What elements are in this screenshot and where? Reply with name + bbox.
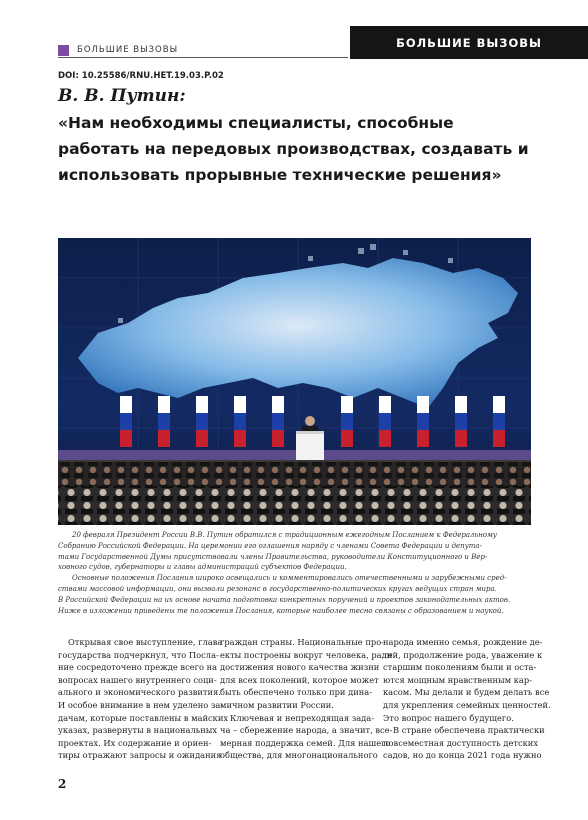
body-line: ального и экономического развития.: [58, 687, 221, 698]
title-line: использовать прорывные технические решения»: [58, 166, 502, 184]
body-column-1: [58, 636, 229, 762]
body-line: дачам, которые поставлены в майских: [58, 712, 229, 723]
body-line: ются мощным нравственным кар-: [383, 674, 532, 685]
photo-assembly-hall: [58, 238, 531, 525]
section-label: БОЛЬШИЕ ВЫЗОВЫ: [77, 45, 179, 55]
section-banner-label: БОЛЬШИЕ ВЫЗОВЫ: [396, 35, 542, 50]
section-banner: [350, 26, 588, 59]
caption-paragraph: [58, 573, 531, 616]
body-column-2: [220, 636, 393, 762]
body-line: для всех поколений, которое может: [220, 674, 379, 685]
body-line: тей, продолжение рода, уважение к: [383, 649, 543, 660]
body-line: Это вопрос нашего будущего.: [383, 712, 514, 723]
body-line: быть обеспечено только при дина-: [220, 687, 373, 698]
caption-line: В Российской Федерации на их основе начата подготовка конкретных поручений и проектов законодательных актов.: [58, 595, 511, 604]
body-line: Открывая свое выступление, глава: [68, 637, 223, 647]
body-line: мичном развитии России.: [220, 699, 334, 710]
section-marker-icon: [58, 45, 69, 56]
caption-line: Основные положения Послания широко освещались и комментировались отечественными и зарубежными сред-: [72, 574, 507, 583]
body-line: вопросах нашего внутреннего соци-: [58, 674, 217, 685]
body-line: В стране обеспечена практически: [393, 725, 545, 736]
body-line: екты построены вокруг человека, ради: [220, 649, 393, 660]
body-line: граждан страны. Национальные про-: [220, 637, 384, 647]
caption-line: ствами массовой информации, они вызвали резонанс в государственно-политических кругах ведущих стран мира.: [58, 584, 497, 593]
header-rule: [58, 57, 348, 58]
caption-line: ховного судов, губернаторы и главы администраций субъектов Федерации.: [58, 563, 347, 572]
doi: DOI: 10.25586/RNU.HET.19.03.P.02: [58, 71, 224, 81]
caption-line: тами Государственной Думы присутствовали члены Правительства, руководители Конституционного и Вер-: [58, 552, 488, 561]
body-line: садов, но до конца 2021 года нужно: [383, 750, 542, 761]
body-line: И особое внимание в нем уделено за-: [58, 699, 224, 710]
body-line: народа именно семья, рождение де-: [383, 637, 543, 647]
author: В. В. Путин:: [58, 86, 186, 106]
page-number: 2: [58, 777, 67, 791]
body-line: старшим поколениям были и оста-: [383, 662, 537, 673]
caption-line: Собранию Российской Федерации. На церемонии его оглашения наряду с членами Совета Федерации и депута-: [58, 541, 482, 550]
body-line: повсеместная доступность детских: [383, 737, 539, 748]
body-line: тиры отражают запросы и ожидания: [58, 750, 222, 761]
caption-line: 20 февраля Президент России В.В. Путин обратился с традиционным ежегодным Посланием к Федеральному: [72, 531, 497, 539]
article-title: [58, 110, 529, 188]
section-header: [58, 43, 178, 57]
body-line: ние сосредоточено прежде всего на: [58, 662, 218, 673]
body-line: мерная поддержка семей. Для нашего: [220, 737, 391, 748]
body-line: государства подчеркнул, что Посла-: [58, 649, 219, 660]
body-column-3: [383, 636, 551, 762]
body-line: для укрепления семейных ценностей.: [383, 699, 551, 710]
body-line: Ключевая и непреходящая зада-: [230, 712, 375, 723]
body-line: общества, для многонационального: [220, 750, 378, 761]
body-line: ча – сбережение народа, а значит, все-: [220, 725, 393, 736]
body-line: указах, развернуты в национальных: [58, 725, 218, 736]
photo-caption: [58, 530, 531, 616]
body-line: проектах. Их содержание и ориен-: [58, 737, 212, 748]
caption-paragraph: [58, 530, 531, 573]
body-line: касом. Мы делали и будем делать все: [383, 687, 550, 698]
title-line: «Нам необходимы специалисты, способные: [58, 114, 454, 132]
body-line: достижения нового качества жизни: [220, 662, 380, 673]
title-line: работать на передовых производствах, создавать и: [58, 140, 529, 158]
caption-line: Ниже в изложении приведены те положения Послания, которые наиболее тесно связаны с образованием и наукой.: [58, 606, 504, 615]
